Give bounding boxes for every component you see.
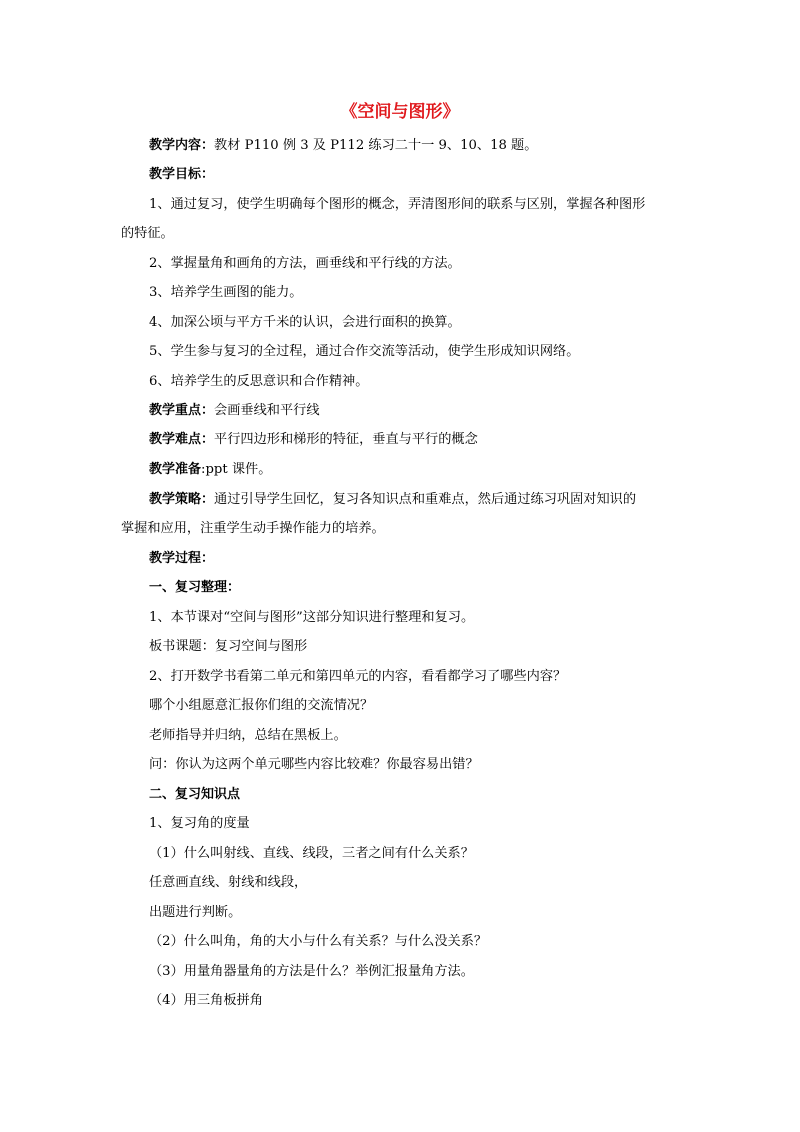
goal-4: 4、加深公顷与平方千米的认识，会进行面积的换算。: [149, 315, 461, 330]
section-1-p4: 哪个小组愿意汇报你们组的交流情况？: [149, 698, 374, 713]
teaching-strategy-line-2: 掌握和应用，注重学生动手操作能力的培养。: [121, 521, 385, 536]
teaching-process-label: 教学过程：: [149, 551, 215, 566]
section-1-p5: 老师指导并归纳，总结在黑板上。: [149, 728, 347, 743]
section-2-p4: 出题进行判断。: [149, 905, 242, 920]
key-point-label: 教学重点：: [149, 403, 215, 418]
key-point-text: 会画垂线和平行线: [214, 403, 320, 418]
section-2-p3: 任意画直线、射线和线段，: [149, 875, 308, 890]
goal-3: 3、培养学生画图的能力。: [149, 285, 303, 300]
teaching-content: [149, 136, 537, 156]
section-2-p5: （2）什么叫角，角的大小与什么有关系？与什么没关系？: [149, 934, 488, 949]
strategy-text: 通过引导学生回忆，复习各知识点和重难点，然后通过练习巩固对知识的: [214, 492, 637, 507]
teaching-goals-label: 教学目标：: [149, 167, 215, 182]
goal-6: 6、培养学生的反思意识和合作精神。: [149, 374, 369, 389]
preparation-text: :ppt 课件。: [201, 462, 272, 477]
teaching-strategy-line-1: [149, 490, 636, 510]
difficulty-text: 平行四边形和梯形的特征，垂直与平行的概念: [214, 432, 478, 447]
goal-1-line-2: 的特征。: [121, 226, 174, 241]
teaching-key-point: [149, 401, 320, 421]
section-2-heading: 二、复习知识点: [149, 787, 241, 802]
goal-2: 2、掌握量角和画角的方法，画垂线和平行线的方法。: [149, 256, 461, 271]
section-2-p2: （1）什么叫射线、直线、线段，三者之间有什么关系？: [149, 846, 474, 861]
teaching-content-label: 教学内容：: [149, 138, 215, 153]
teaching-content-text: 教材 P110 例 3 及 P112 练习二十一 9、10、18 题。: [214, 138, 538, 153]
strategy-label: 教学策略：: [149, 492, 215, 507]
document-title: 《空间与图形》: [340, 102, 460, 122]
section-2-p7: （4）用三角板拼角: [149, 993, 263, 1008]
goal-5: 5、学生参与复习的全过程，通过合作交流等活动，使学生形成知识网络。: [149, 344, 580, 359]
section-1-heading: 一、复习整理：: [149, 580, 241, 595]
teaching-difficulty: [149, 430, 478, 450]
section-2-p6: （3）用量角器量角的方法是什么？举例汇报量角方法。: [149, 964, 474, 979]
section-1-p2: 板书课题：复习空间与图形: [149, 639, 308, 654]
section-1-p1: 1、本节课对“空间与图形”这部分知识进行整理和复习。: [149, 610, 475, 625]
difficulty-label: 教学难点：: [149, 432, 215, 447]
teaching-preparation: [149, 460, 271, 480]
preparation-label: 教学准备: [149, 462, 202, 477]
section-2-p1: 1、复习角的度量: [149, 816, 250, 831]
section-1-p3: 2、打开数学书看第二单元和第四单元的内容，看看都学习了哪些内容？: [149, 669, 567, 684]
section-1-p6: 问：你认为这两个单元哪些内容比较难？你最容易出错？: [149, 757, 479, 772]
goal-1-line-1: 1、通过复习，使学生明确每个图形的概念，弄清图形间的联系与区别，掌握各种图形: [149, 197, 646, 212]
